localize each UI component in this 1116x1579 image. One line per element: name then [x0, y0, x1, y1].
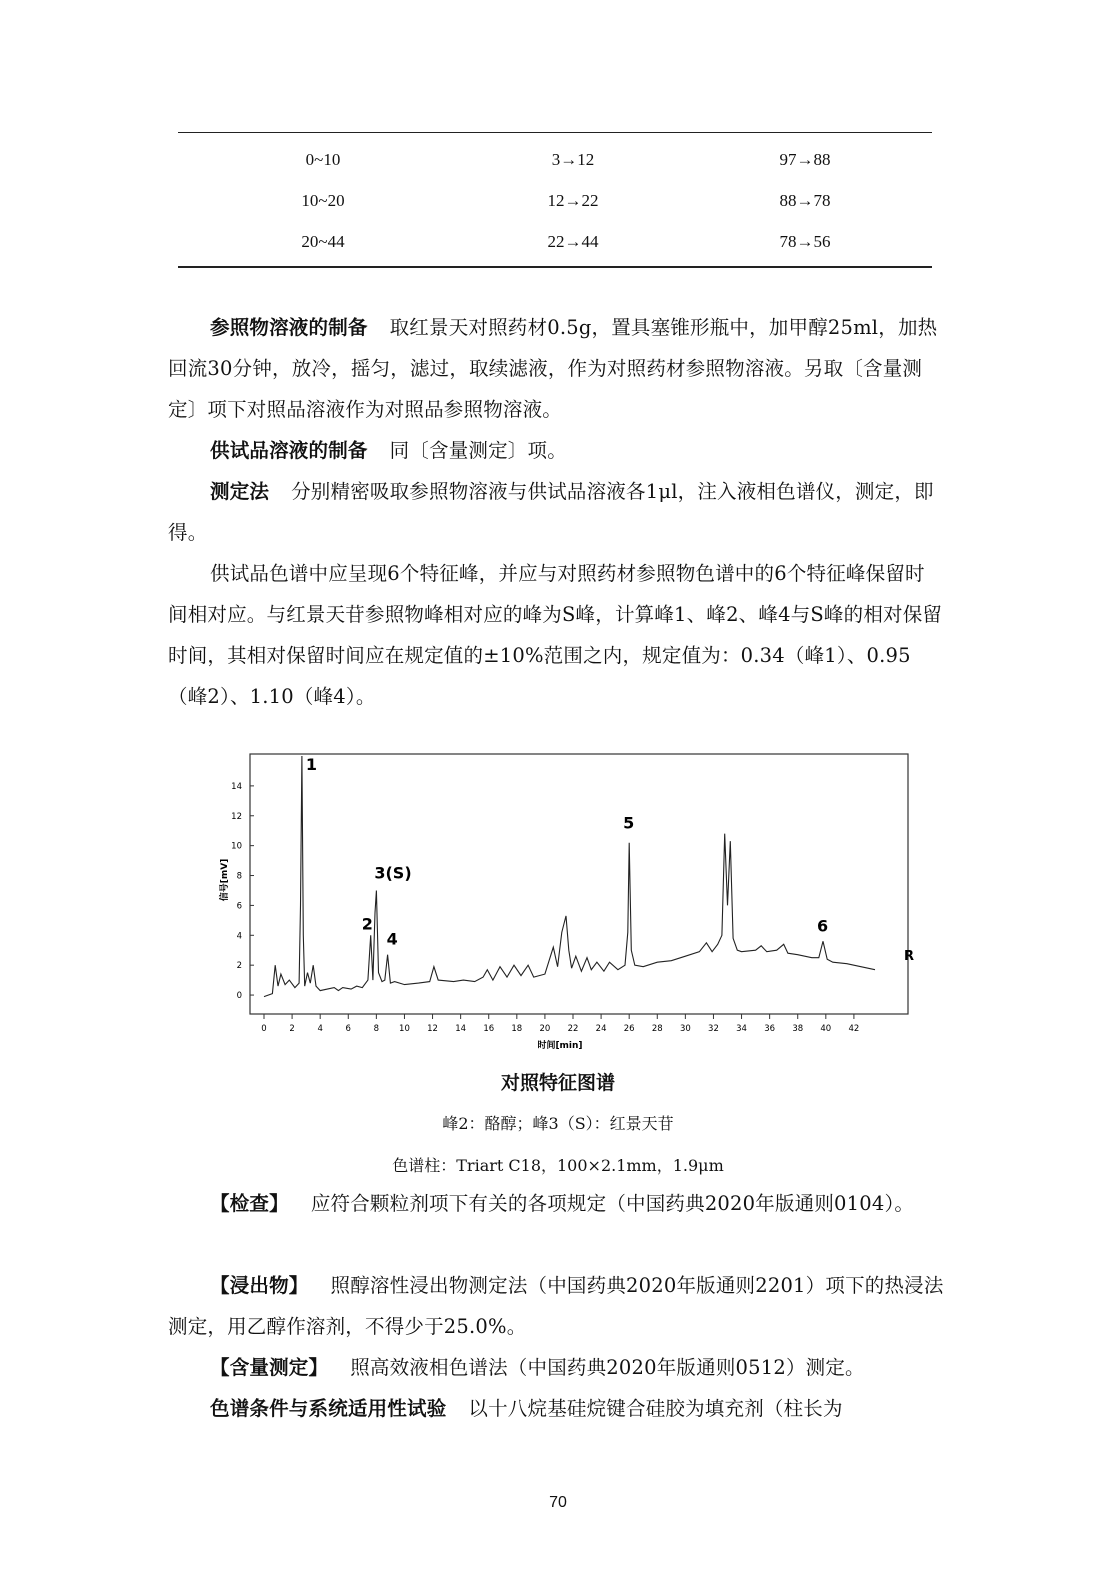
- extract-text: 照醇溶性浸出物测定法（中国药典2020年版通则2201）项下的热浸法测定，用乙醇作溶剂，不得少于25.0%。: [168, 1274, 944, 1338]
- assay-paragraph: [168, 1347, 944, 1388]
- chromatogram-figure: [212, 748, 915, 1054]
- test-solution-paragraph: [168, 430, 944, 471]
- table-cell: 0~10: [305, 149, 341, 169]
- x-tick-label: 32: [708, 1024, 719, 1034]
- x-tick-label: 12: [427, 1024, 438, 1034]
- table-row: [178, 133, 932, 181]
- table-cell: 97→88: [779, 149, 831, 169]
- table-cell: 88→78: [779, 190, 831, 210]
- y-axis-label: 信号[mV]: [220, 858, 230, 902]
- reference-solution-paragraph: [168, 307, 944, 430]
- assay-text: 照高效液相色谱法（中国药典2020年版通则0512）测定。: [350, 1356, 865, 1379]
- peak-label: 2: [361, 914, 373, 934]
- figure-note-peaks: 峰2：酪醇；峰3（S）：红景天苷: [442, 1114, 674, 1133]
- chrom-conditions-paragraph: [168, 1388, 944, 1429]
- table-row: [178, 221, 932, 267]
- x-tick-label: 38: [792, 1024, 804, 1034]
- y-tick-label: 10: [231, 841, 242, 852]
- assay-heading: 【含量测定】: [210, 1356, 329, 1379]
- chrom-conditions-text: 以十八烷基硅烷键合硅胶为填充剂（柱长为: [468, 1397, 843, 1420]
- x-tick-label: 4: [317, 1024, 323, 1034]
- peak-label: 5: [623, 813, 635, 833]
- peak-label: 3(S): [374, 863, 412, 883]
- inspection-paragraph: [168, 1183, 944, 1224]
- reference-solution-text: 取红景天对照药材0.5g，置具塞锥形瓶中，加甲醇25ml，加热回流30分钟，放冷，摇匀，滤过，取续滤液，作为对照药材参照物溶液。另取〔含量测定〕项下对照品溶液作为对照品参照物溶液。: [168, 316, 938, 421]
- x-tick-label: 42: [848, 1024, 860, 1034]
- x-tick-label: 40: [820, 1024, 832, 1034]
- y-tick-label: 6: [236, 901, 242, 912]
- x-tick-label: 10: [399, 1024, 410, 1034]
- figure-note-column: 色谱柱：Triart C18，100×2.1mm，1.9μm: [392, 1156, 724, 1175]
- x-tick-label: 30: [679, 1024, 691, 1034]
- x-tick-label: 28: [651, 1024, 663, 1034]
- x-tick-label: 20: [539, 1024, 551, 1034]
- x-tick-label: 24: [595, 1024, 607, 1034]
- y-tick-label: 12: [231, 811, 242, 822]
- x-tick-label: 26: [623, 1024, 635, 1034]
- table-cell: 3→12: [551, 149, 595, 169]
- x-tick-label: 34: [736, 1024, 747, 1034]
- figure-caption: 对照特征图谱: [500, 1072, 615, 1094]
- y-tick-label: 8: [236, 871, 242, 882]
- method-paragraph: [168, 471, 944, 553]
- y-tick-label: 2: [236, 961, 242, 972]
- x-tick-label: 18: [511, 1024, 523, 1034]
- table-cell: 20~44: [301, 231, 345, 251]
- y-tick-label: 4: [236, 931, 242, 942]
- requirement-paragraph: [168, 553, 944, 717]
- peak-label: 1: [305, 755, 318, 774]
- y-tick-label: 14: [231, 781, 242, 792]
- extract-heading: 【浸出物】: [210, 1274, 309, 1297]
- inspection-text: 应符合颗粒剂项下有关的各项规定（中国药典2020年版通则0104）。: [310, 1192, 915, 1215]
- peak-labels: [306, 755, 828, 949]
- method-text: 分别精密吸取参照物溶液与供试品溶液各1μl，注入液相色谱仪，测定，即得。: [168, 480, 934, 544]
- chromatogram-chart: [212, 748, 915, 1054]
- x-tick-label: 0: [261, 1024, 267, 1034]
- table-cell: 78→56: [779, 231, 831, 251]
- x-tick-label: 14: [455, 1024, 467, 1034]
- x-tick-label: 8: [373, 1024, 380, 1034]
- x-tick-label: 36: [764, 1024, 776, 1034]
- requirement-text: 供试品色谱中应呈现6个特征峰，并应与对照药材参照物色谱中的6个特征峰保留时间相对应。与红景天苷参照物峰相对应的峰为S峰，计算峰1、峰2、峰4与S峰的相对保留时间，其相对保留时间应在规定值的±10%范围之内，规定值为：0.34（峰1）、0.95（峰2）、1.10（峰4）。: [168, 562, 943, 708]
- method-heading: 测定法: [210, 480, 270, 503]
- extract-paragraph: [168, 1265, 944, 1347]
- peak-label: 6: [817, 916, 829, 936]
- chrom-conditions-heading: 色谱条件与系统适用性试验: [210, 1397, 447, 1420]
- x-tick-label: 2: [289, 1024, 295, 1034]
- x-tick-label: 22: [567, 1024, 579, 1034]
- test-solution-heading: 供试品溶液的制备: [210, 439, 368, 462]
- table-cell: 10~20: [301, 190, 345, 210]
- chromatogram-trace: [264, 756, 875, 997]
- reference-solution-heading: 参照物溶液的制备: [210, 316, 368, 339]
- trace-label: R: [904, 949, 915, 964]
- x-axis: [261, 1014, 859, 1034]
- page-number: 70: [549, 1494, 567, 1511]
- plot-frame: [250, 754, 908, 1014]
- gradient-table: [178, 132, 932, 268]
- table-cell: 12→22: [547, 190, 599, 210]
- test-solution-text: 同〔含量测定〕项。: [389, 439, 567, 462]
- x-axis-label: 时间[min]: [537, 1041, 583, 1051]
- inspection-heading: 【检查】: [210, 1192, 289, 1215]
- table-row: [178, 180, 932, 221]
- x-tick-label: 6: [345, 1024, 351, 1034]
- x-tick-label: 16: [483, 1024, 495, 1034]
- y-tick-label: 0: [236, 991, 242, 1002]
- peak-label: 4: [386, 929, 398, 949]
- table-cell: 22→44: [547, 231, 599, 251]
